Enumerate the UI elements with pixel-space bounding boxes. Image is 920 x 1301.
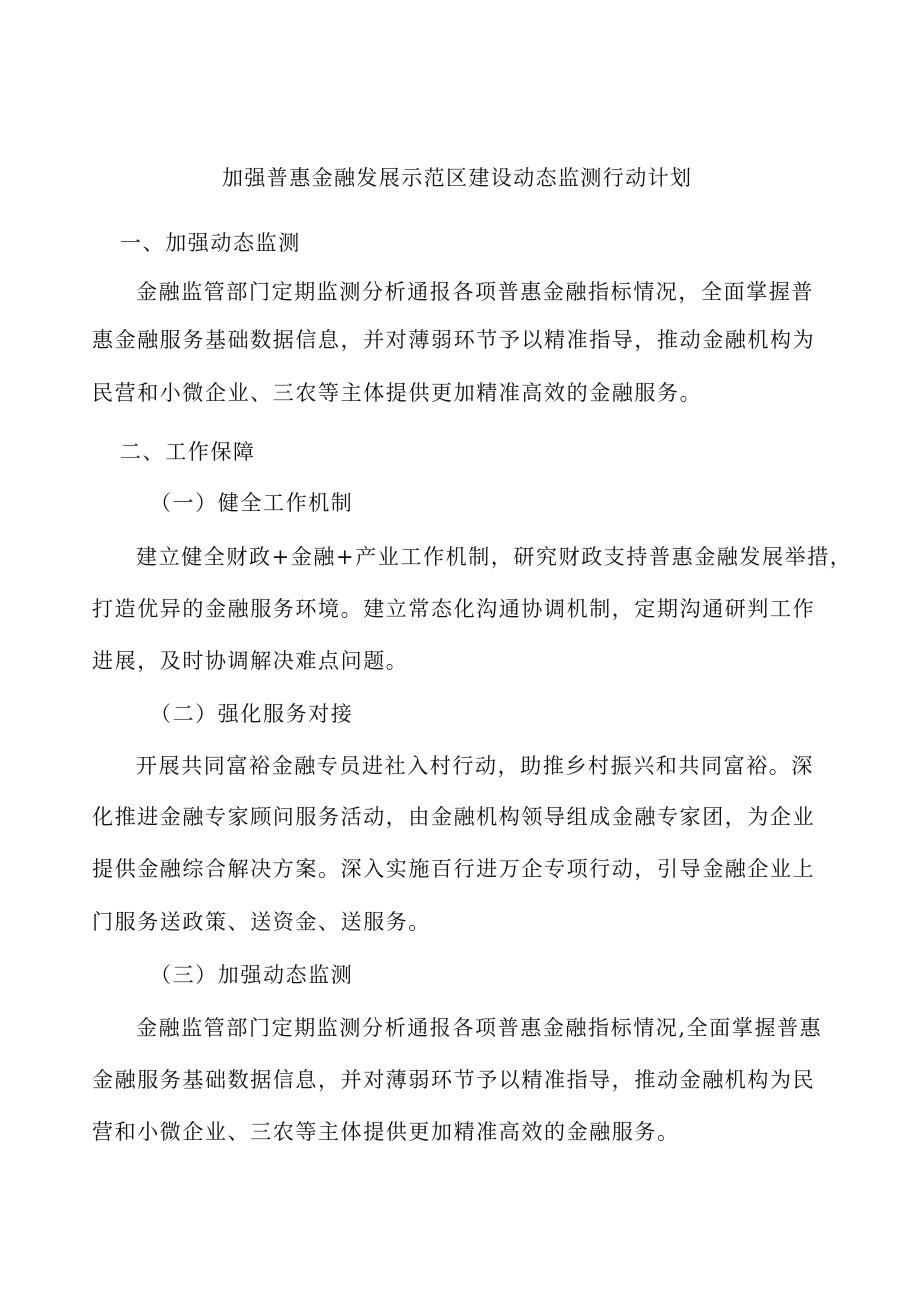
paragraph-line: 金融服务基础数据信息，并对薄弱环节予以精准指导，推动金融机构为民 xyxy=(92,1068,816,1092)
paragraph-line: 化推进金融专家顾问服务活动，由金融机构领导组成金融专家团，为企业 xyxy=(92,805,816,829)
document-title: 加强普惠金融发展示范区建设动态监测行动计划 xyxy=(222,166,693,190)
section-heading: 二、工作保障 xyxy=(120,440,256,464)
paragraph-line: 打造优异的金融服务环境。建立常态化沟通协调机制，定期沟通研判工作 xyxy=(92,597,816,621)
subsection-heading: （一）健全工作机制 xyxy=(150,491,354,515)
paragraph-line: 民营和小微企业、三农等主体提供更加精准高效的金融服务。 xyxy=(92,381,703,405)
paragraph-line: 金融监管部门定期监测分析通报各项普惠金融指标情况，全面掌握普 xyxy=(136,280,814,304)
paragraph-line: 建立健全财政+金融+产业工作机制，研究财政支持普惠金融发展举措， xyxy=(136,545,853,569)
paragraph-line: 门服务送政策、送资金、送服务。 xyxy=(92,910,431,934)
paragraph-line: 营和小微企业、三农等主体提供更加精准高效的金融服务。 xyxy=(92,1120,680,1144)
section-heading: 一、加强动态监测 xyxy=(120,231,301,255)
paragraph-line: 惠金融服务基础数据信息，并对薄弱环节予以精准指导，推动金融机构为 xyxy=(92,328,816,352)
paragraph-line: 提供金融综合解决方案。深入实施百行进万企专项行动，引导金融企业上 xyxy=(92,857,816,881)
subsection-heading: （二）强化服务对接 xyxy=(150,702,354,726)
paragraph-line: 进展，及时协调解决难点问题。 xyxy=(92,649,409,673)
subsection-heading: （三）加强动态监测 xyxy=(150,963,354,987)
paragraph-line: 开展共同富裕金融专员进社入村行动，助推乡村振兴和共同富裕。深 xyxy=(136,754,814,778)
paragraph-line: 金融监管部门定期监测分析通报各项普惠金融指标情况,全面掌握普惠 xyxy=(136,1016,823,1040)
